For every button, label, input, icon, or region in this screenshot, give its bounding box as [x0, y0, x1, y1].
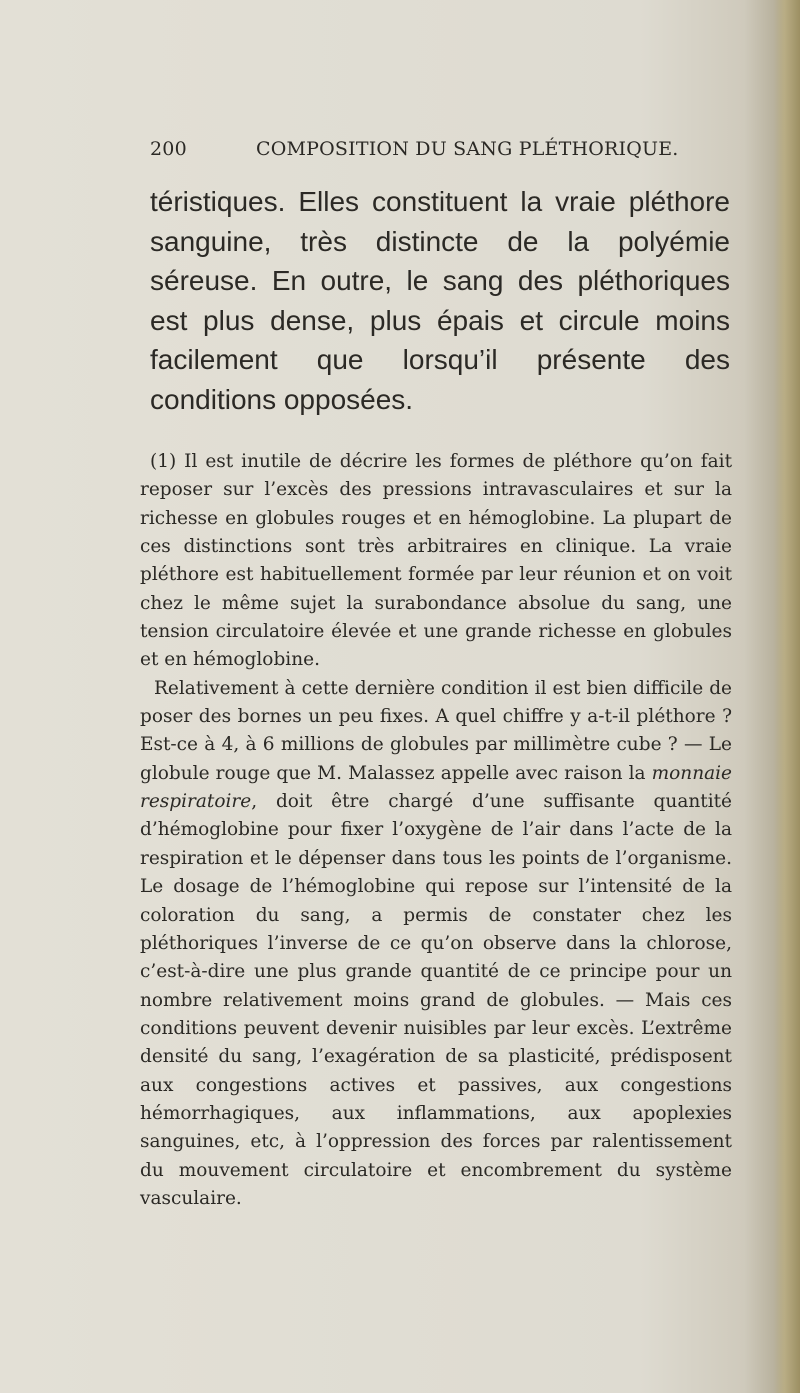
footnote-text-2a: Relativement à cette dernière condition il est bien difficile de poser des bornes un peu fixes. A quel chiffre y a-t-il pléthore ? Est-ce à 4, à 6 millions de globules par millimètre cube ? — Le globule rouge que M. Malassez appelle avec raison la	[140, 677, 732, 784]
footnote-marker: (1)	[150, 451, 177, 472]
footnote-block	[140, 448, 732, 1213]
page-number: 200	[150, 138, 187, 160]
page-edge-shadow	[774, 0, 800, 1393]
footnote-paragraph-1	[140, 448, 732, 675]
footnote-paragraph-2	[140, 675, 732, 1214]
main-text-block	[150, 182, 730, 419]
running-title: COMPOSITION DU SANG PLÉTHORIQUE.	[256, 138, 679, 160]
main-paragraph: téristiques. Elles constituent la vraie pléthore sanguine, très distincte de la polyémie séreuse. En outre, le sang des pléthoriques est plus dense, plus épais et circule moins facilement que lorsqu’il présente des conditions opposées.	[150, 186, 730, 415]
footnote-italic-term: monnaie respiratoire	[140, 762, 732, 813]
footnote-text-1: Il est inutile de décrire les formes de pléthore qu’on fait reposer sur l’excès des pressions intravasculaires et sur la richesse en globules rouges et en hémoglobine. La plupart de ces distinctions sont très arbitraires en clinique. La vraie pléthore est habituellement formée par leur réunion et on voit chez le même sujet la surabondance absolue du sang, une tension circulatoire élevée et une grande richesse en globules et en hémoglobine.	[140, 451, 733, 671]
footnote-text-2b: , doit être chargé d’une suffisante quantité d’hémoglobine pour fixer l’oxygène de l’air dans l’acte de la respiration et le dépenser dans tous les points de l’organisme. Le dosage de l’hémoglobine qui repose sur l’intensité de la coloration du sang, a permis de constater chez les pléthoriques l’inverse de ce qu’on observe dans la chlorose, c’est-à-dire une plus grande quantité de ce principe pour un nombre relativement moins grand de globules. — Mais ces conditions peuvent devenir nuisibles par leur excès. L’extrême densité du sang, l’exagération de sa plasticité, prédisposent aux congestions actives et passives, aux congestions hémorrhagiques, aux inflammations, aux apoplexies sanguines, etc, à l’oppression des forces par ralentissement du mouvement circulatoire et encombrement du système vasculaire.	[140, 791, 732, 1209]
